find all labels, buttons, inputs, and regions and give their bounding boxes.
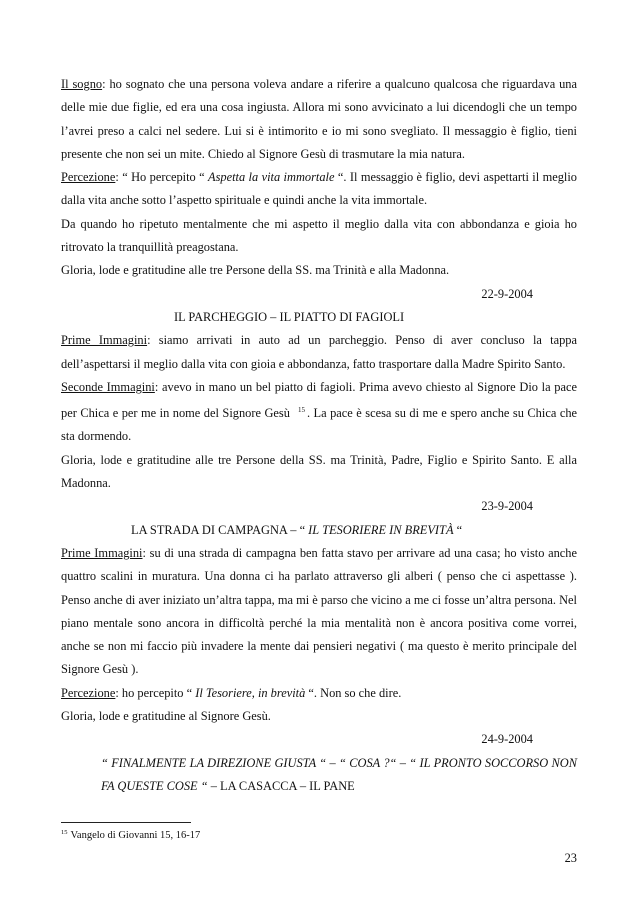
label-perception-1: Percezione [61, 170, 116, 185]
perception-1-before: : “ Ho percepito “ [115, 170, 208, 185]
footnote-divider [61, 822, 191, 823]
heading-parking: IL PARCHEGGIO – IL PIATTO DI FAGIOLI [174, 309, 405, 324]
paragraph-glory-2: Gloria, lode e gratitudine alle tre Persone della SS. ma Trinità, Padre, Figlio e Spirito Santo. E alla Madonna. [61, 452, 577, 491]
page-number: 23 [564, 851, 577, 865]
perception-1-after: “. Il messaggio è figlio, devi aspettarti il meglio dalla vita anche sotto l’aspetto spirituale e quindi anche la vita immortale. [61, 170, 577, 208]
date-2: 23-9-2004 [481, 499, 533, 514]
paragraph-dream [61, 73, 577, 166]
heading-2-after: “ [453, 522, 463, 537]
paragraph-first-images-2 [61, 542, 577, 682]
first-images-1-text: : siamo arrivati in auto ad un parcheggio. Penso di aver concluso la tappa dell’aspettarsi il meglio dalla vita con gioia e abbondanza, fatto trasportare dalla Madre Spirito Santo. [61, 333, 578, 371]
second-images-after: . La pace è scesa su di me e spero anche su Chica che sta dormendo. [61, 406, 578, 444]
perception-2-after: “. Non so che dire. [305, 685, 402, 700]
label-first-images-1: Prime Immagini [61, 333, 148, 348]
footnote-number: 15 [61, 829, 68, 836]
paragraph-tranquility: Da quando ho ripetuto mentalmente che mi aspetto il meglio dalla vita con abbondanza e gioia ho ritrovato la tranquillità preagostana. [61, 216, 577, 255]
dream-text: : ho sognato che una persona voleva andare a riferire a qualcuno qualcosa che riguardava una delle mie due figlie, ed era una cosa ingiusta. Allora mi sono avvicinato a lui dicendogli che un tempo l’avrei preso a calci nel sedere. Lui si è intimorito e io mi sono svegliato. Il messaggio è figlio, tieni presente che non sei un mite. Chiedo al Signore Gesù di trasmutare la mia natura. [61, 77, 577, 161]
paragraph-perception-2 [61, 682, 577, 705]
paragraph-perception-1 [61, 166, 577, 213]
label-first-images-2: Prime Immagini [61, 545, 143, 560]
paragraph-first-images-1 [61, 329, 577, 376]
paragraph-second-images [61, 376, 577, 449]
label-perception-2: Percezione [61, 685, 116, 700]
perception-1-quote: Aspetta la vita immortale [208, 170, 335, 185]
first-images-2-text: : su di una strada di campagna ben fatta stavo per arrivare ad una casa; ho visto anche quattro scalini in muratura. Una donna ci ha parlato attraverso gli alberi ( penso che ci aspettasse ). Penso anche di aver iniziato un’altra tappa, ma mi è parso che vicino a me ci fosse un’altra persona. Nel piano mentale sono ancora in difficoltà perché la mia mentalità non è ancora positiva come vorrei, anche se non mi faccio più invadere la mente dai pensieri negativi ( ma questo è merito principale del Signore Gesù ). [61, 545, 577, 677]
body-text [61, 73, 577, 798]
footnote [61, 829, 200, 841]
perception-2-before: : ho percepito “ [115, 685, 196, 700]
label-dream: Il sogno [61, 77, 103, 91]
date-3: 24-9-2004 [481, 732, 533, 747]
heading-2-before: LA STRADA DI CAMPAGNA – “ [131, 522, 309, 537]
heading-2-italic: IL TESORIERE IN BREVITÀ [308, 522, 454, 537]
heading-3-italic: “ FINALMENTE LA DIREZIONE GIUSTA “ – “ COSA ?“ – “ IL PRONTO SOCCORSO NON FA QUESTE COSE “ [101, 755, 577, 793]
date-1: 22-9-2004 [481, 286, 533, 301]
label-second-images: Seconde Immagini [61, 379, 155, 394]
footnote-ref: 15 [297, 406, 305, 415]
perception-2-quote: Il Tesoriere, in brevità [195, 685, 306, 700]
heading-right-direction [61, 752, 577, 799]
paragraph-glory-1: Gloria, lode e gratitudine alle tre Persone della SS. ma Trinità e alla Madonna. [61, 263, 450, 278]
footnote-text: Vangelo di Giovanni 15, 16-17 [70, 830, 201, 841]
heading-country-road [61, 519, 577, 542]
second-images-before: : avevo in mano un bel piatto di fagioli. Prima avevo chiesto al Signore Dio la pace per Chica e per me in nome del Signore Gesù [61, 379, 577, 421]
paragraph-glory-3: Gloria, lode e gratitudine al Signore Gesù. [61, 709, 271, 724]
heading-3-after: – LA CASACCA – IL PANE [207, 778, 355, 793]
